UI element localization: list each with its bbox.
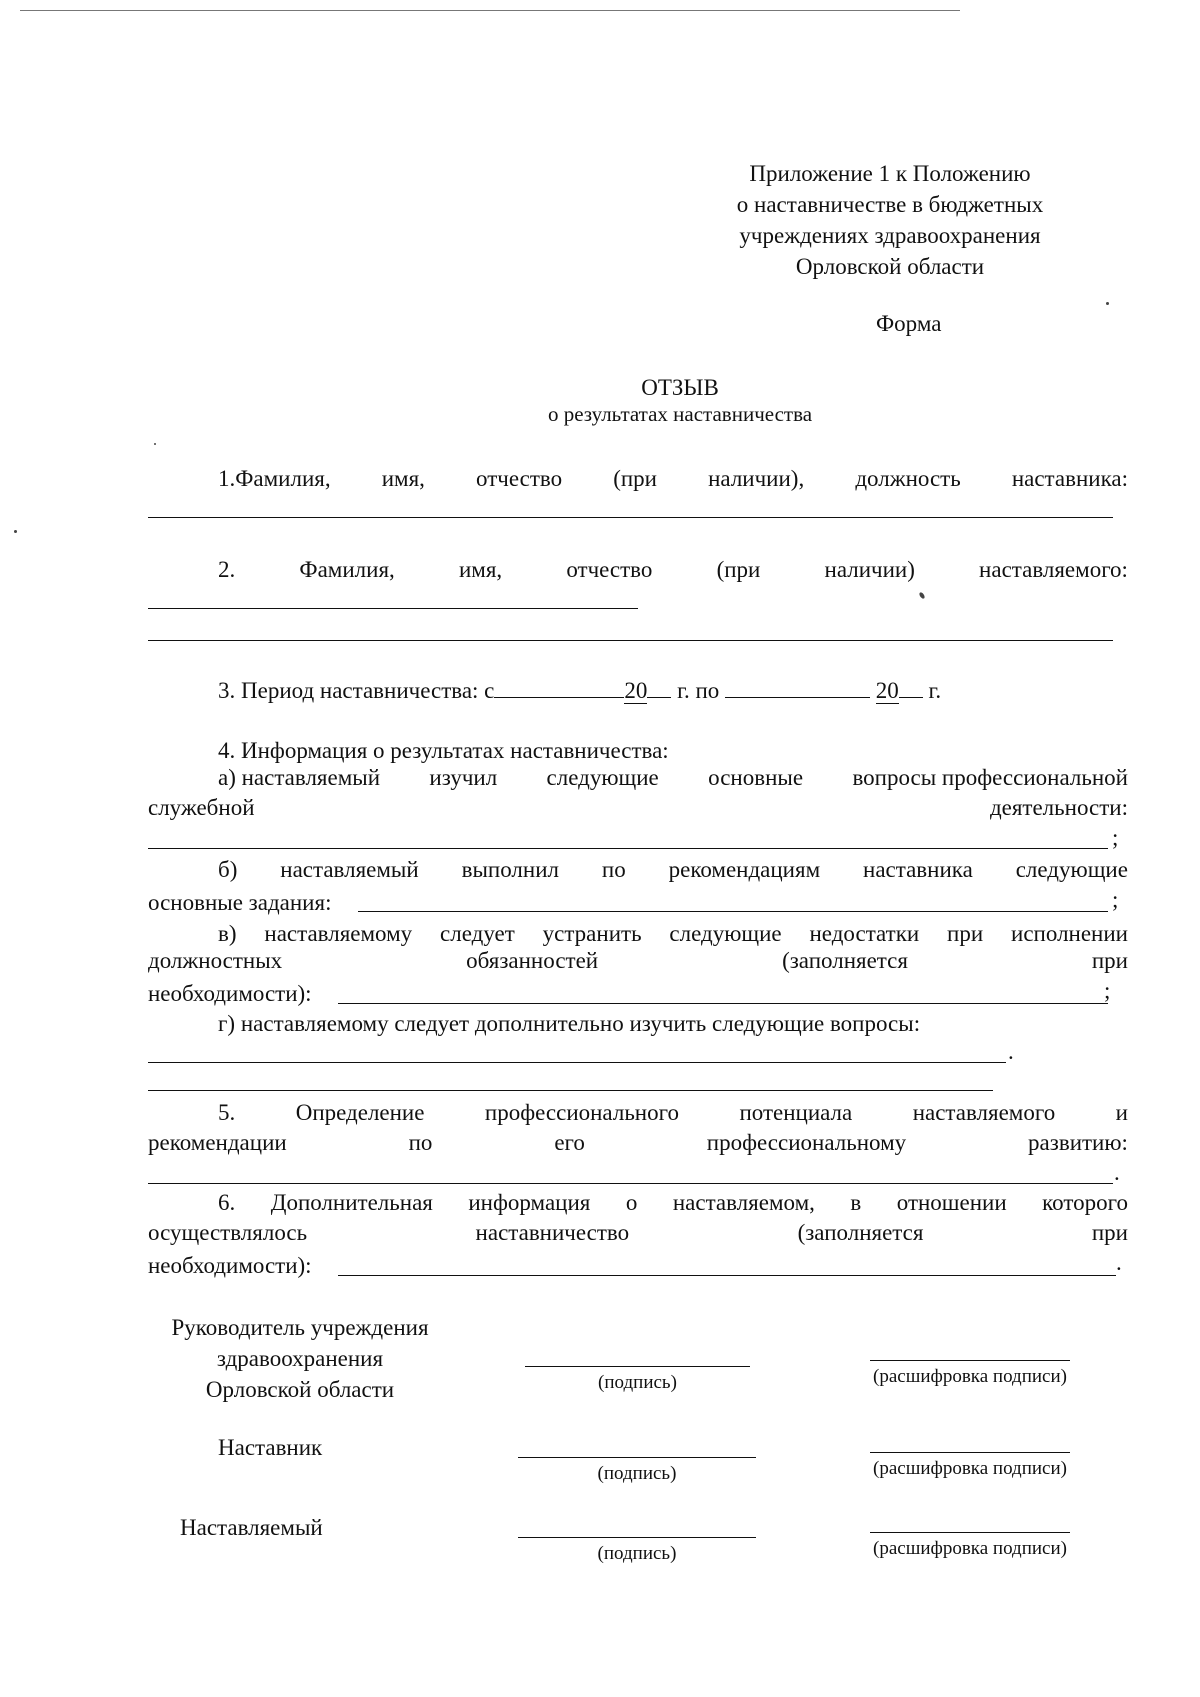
item-4c-word: должностных [148,948,283,973]
item-2-fill-line-1[interactable] [148,608,638,609]
item-4c-fill-line[interactable] [338,1003,1108,1004]
signer-head-line-2: здравоохранения [216,1346,384,1371]
appendix-line-2: о наставничестве в бюджетных [736,192,1044,217]
item-3-label: 3. Период наставничества: с [218,678,495,703]
item-6-word: в [850,1190,862,1215]
item-2-word: 2. [218,557,236,582]
item-1-word: (при [613,466,657,491]
item-1-word: должность [855,466,961,491]
item-6-word: Дополнительная [270,1190,433,1215]
head-signature-line[interactable] [525,1366,750,1367]
mentee-signature-line[interactable] [518,1537,756,1538]
item-6-line-1 [218,1190,1128,1216]
item-6-word: 6. [218,1190,236,1215]
item-4a-word: деятельности: [989,795,1128,820]
item-4a-word: вопросы профессиональной [852,765,1128,790]
item-6-word: отношении [896,1190,1007,1215]
item-4d-end: . [1008,1039,1014,1064]
item-4b-fill-line[interactable] [358,911,1108,912]
item-6-word: при [1091,1220,1128,1245]
form-label: Форма [876,311,942,336]
item-4b-word: по [601,857,626,882]
item-3-year-blank-1[interactable] [647,675,671,698]
head-decoding-caption: (расшифровка подписи) [873,1366,1067,1387]
item-3-year-prefix-1: 20 [624,678,648,703]
signer-mentor-label: Наставник [218,1435,323,1460]
item-2-text [218,557,1128,583]
item-6-word: (заполняется [797,1220,924,1245]
item-6-word: наставляемом, [672,1190,815,1215]
item-4d-line-1: г) наставляемому следует дополнительно изучить следующие вопросы: [218,1011,921,1036]
item-5-word: развитию: [1028,1130,1128,1155]
mentee-decoding-caption: (расшифровка подписи) [873,1538,1067,1559]
item-5-line-1 [218,1100,1128,1126]
item-4d-fill-line-2[interactable] [148,1090,993,1091]
item-4a-word: следующие [546,765,659,790]
item-4a-word: а) наставляемый [218,765,381,790]
item-4b-word: выполнил [461,857,559,882]
item-4a-word: изучил [429,765,498,790]
item-4b-line-2: основные задания: [148,890,332,915]
item-4b-word: следующие [1015,857,1128,882]
item-4c-word: (заполняется [782,948,908,973]
item-4d-fill-line-1[interactable] [148,1062,1006,1063]
item-4a-line-2 [148,795,1128,821]
item-5-word: потенциала [739,1100,853,1125]
scan-speck [918,591,925,599]
item-4a-fill-line[interactable] [148,848,1108,849]
item-5-word: и [1115,1100,1128,1125]
item-4c-line-3: необходимости): [148,981,312,1006]
item-6-line-2 [148,1220,1128,1246]
appendix-line-3: учреждениях здравоохранения [739,223,1041,248]
item-1-word: наставника: [1011,466,1128,491]
item-1-text [218,466,1128,492]
item-4a-word: служебной [148,795,255,820]
item-5-word: рекомендации [148,1130,287,1155]
head-signature-caption: (подпись) [598,1372,677,1393]
item-5-word: его [554,1130,585,1155]
item-5-fill-line[interactable] [148,1183,1113,1184]
item-2-word: (при [716,557,761,582]
item-4b-line-1 [218,857,1128,883]
appendix-block [700,158,1080,282]
signer-mentee-label: Наставляемый [180,1515,323,1540]
item-1-word: имя, [381,466,425,491]
item-6-word: информация [468,1190,591,1215]
scan-top-edge [20,10,960,11]
item-2-word: наличии) [824,557,915,582]
document-subtitle: о результатах наставничества [547,402,813,426]
item-5-word: 5. [218,1100,236,1125]
item-4b-word: рекомендациям [668,857,821,882]
mentor-signature-line[interactable] [518,1457,756,1458]
item-4b-word: наставляемый [280,857,419,882]
item-1-word: 1.Фамилия, [218,466,331,491]
item-6-fill-line[interactable] [338,1275,1116,1276]
item-4c-word: обязанностей [466,948,599,973]
item-2-fill-line-2[interactable] [148,640,1113,641]
item-5-end: . [1114,1160,1120,1185]
item-3-end: г. [928,678,942,703]
item-6-word: о [625,1190,638,1215]
item-3-date-from-blank[interactable] [494,675,624,698]
item-4a-end: ; [1112,825,1119,850]
item-5-word: наставляемого [912,1100,1056,1125]
appendix-line-4: Орловской области [795,254,985,279]
item-2-word: Фамилия, [299,557,395,582]
signer-head-label [140,1312,460,1405]
item-1-word: отчество [476,466,563,491]
item-5-word: Определение [295,1100,425,1125]
item-4c-word: при [1091,948,1128,973]
scan-speck [154,443,156,445]
item-6-line-3: необходимости): [148,1253,312,1278]
item-3-period [218,675,941,706]
item-4c-line-1: в) наставляемому следует устранить следующие недостатки при исполнении [218,921,1128,946]
item-4b-end: ; [1112,887,1119,912]
item-2-word: имя, [458,557,503,582]
signer-head-line-1: Руководитель учреждения [171,1315,429,1340]
item-3-year-blank-2[interactable] [899,675,923,698]
item-4b-word: б) [218,857,238,882]
item-5-word: профессионального [484,1100,679,1125]
head-decoding-line[interactable] [870,1360,1070,1361]
item-4b-word: наставника [863,857,973,882]
item-1-fill-line[interactable] [148,517,1113,518]
item-4c-line-2 [148,948,1128,974]
item-6-word: осуществлялось [148,1220,308,1245]
item-3-mid: г. по [677,678,720,703]
mentor-decoding-line[interactable] [870,1452,1070,1453]
item-5-word: по [408,1130,433,1155]
mentee-signature-caption: (подпись) [597,1543,677,1564]
scan-speck [14,530,17,533]
item-1-word: наличии), [708,466,805,491]
item-3-year-prefix-2: 20 [875,678,899,703]
item-6-end: . [1116,1250,1122,1275]
scan-speck [1106,302,1109,305]
item-4c-end: ; [1104,978,1111,1003]
item-2-word: отчество [566,557,653,582]
document-title: ОТЗЫВ [641,375,719,400]
item-2-word: наставляемого: [979,557,1128,582]
mentor-signature-caption: (подпись) [597,1463,677,1484]
appendix-line-1: Приложение 1 к Положению [749,161,1031,186]
item-4-heading: 4. Информация о результатах наставничества: [218,738,669,763]
mentee-decoding-line[interactable] [870,1532,1070,1533]
item-4a-word: основные [708,765,804,790]
mentor-decoding-caption: (расшифровка подписи) [873,1458,1067,1479]
item-4a-line-1 [218,765,1128,791]
signer-head-line-3: Орловской области [205,1377,395,1402]
item-5-word: профессиональному [706,1130,907,1155]
item-6-word: наставничество [475,1220,630,1245]
item-6-word: которого [1042,1190,1128,1215]
item-5-line-2 [148,1130,1128,1156]
item-3-date-to-blank[interactable] [725,675,870,698]
